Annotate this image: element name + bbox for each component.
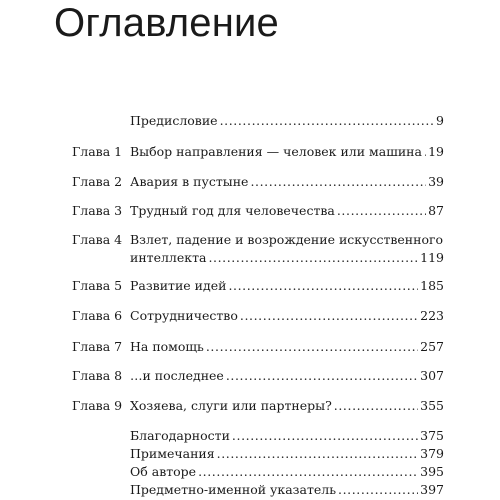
toc-entry-page: 397 — [420, 482, 444, 497]
dot-leader — [206, 339, 418, 355]
toc-chapter-label: Глава 6 — [72, 308, 123, 323]
dot-leader — [220, 113, 434, 129]
toc-entry-page: 119 — [420, 250, 444, 265]
toc-chapter-label: Глава 3 — [72, 203, 123, 218]
toc-chapter-label: Глава 7 — [72, 339, 123, 354]
dot-leader — [198, 464, 418, 480]
toc-entry-page: 307 — [420, 368, 444, 383]
toc-entry-page: 87 — [428, 203, 444, 218]
toc-entry-title-line1: Взлет, падение и возрождение искусственного — [130, 232, 444, 247]
toc-chapter-label: Глава 9 — [72, 398, 123, 413]
dot-leader — [226, 368, 418, 384]
toc-entry-title: …и последнее — [130, 368, 224, 383]
toc-entry-page: 379 — [420, 446, 444, 461]
toc-entry-title: Трудный год для человечества — [130, 203, 335, 218]
dot-leader — [424, 144, 426, 160]
toc-entry-page: 9 — [436, 113, 444, 128]
toc-entry-page: 223 — [420, 308, 444, 323]
toc-entry-title: Примечания — [130, 446, 215, 461]
toc-chapter-label: Глава 5 — [72, 278, 123, 293]
page-title: Оглавление — [54, 1, 280, 45]
toc-chapter-label: Глава 8 — [72, 368, 123, 383]
toc-entry-page: 375 — [420, 428, 444, 443]
toc-entry-title: Предисловие — [130, 113, 218, 128]
dot-leader — [228, 278, 418, 294]
toc-entry-title: Сотрудничество — [130, 308, 238, 323]
dot-leader — [232, 428, 418, 444]
toc-entry-page: 39 — [428, 174, 444, 189]
toc-entry-page: 395 — [420, 464, 444, 479]
toc-entry-title: Хозяева, слуги или партнеры? — [130, 398, 332, 413]
dot-leader — [208, 250, 418, 266]
dot-leader — [334, 398, 418, 414]
toc-chapter-label: Глава 4 — [72, 232, 123, 247]
toc-entry-title: Предметно-именной указатель — [130, 482, 337, 497]
toc-entry-title: Об авторе — [130, 464, 197, 479]
toc-entry-page: 19 — [428, 144, 444, 159]
toc-entry-title: интеллекта — [130, 250, 207, 265]
toc-entry-page: 355 — [420, 398, 444, 413]
toc-entry-page: 257 — [420, 339, 444, 354]
toc-entry-title: Выбор направления — человек или машина — [130, 144, 422, 159]
dot-leader — [338, 482, 418, 498]
toc-entry-page: 185 — [420, 278, 444, 293]
dot-leader — [250, 174, 426, 190]
toc-entry-title: На помощь — [130, 339, 204, 354]
dot-leader — [240, 308, 418, 324]
toc-entry-title: Развитие идей — [130, 278, 227, 293]
dot-leader — [337, 203, 426, 219]
toc-chapter-label: Глава 1 — [72, 144, 123, 159]
toc-chapter-label: Глава 2 — [72, 174, 123, 189]
toc-entry-title: Авария в пустыне — [130, 174, 249, 189]
dot-leader — [217, 446, 419, 462]
toc-entry-title: Благодарности — [130, 428, 230, 443]
